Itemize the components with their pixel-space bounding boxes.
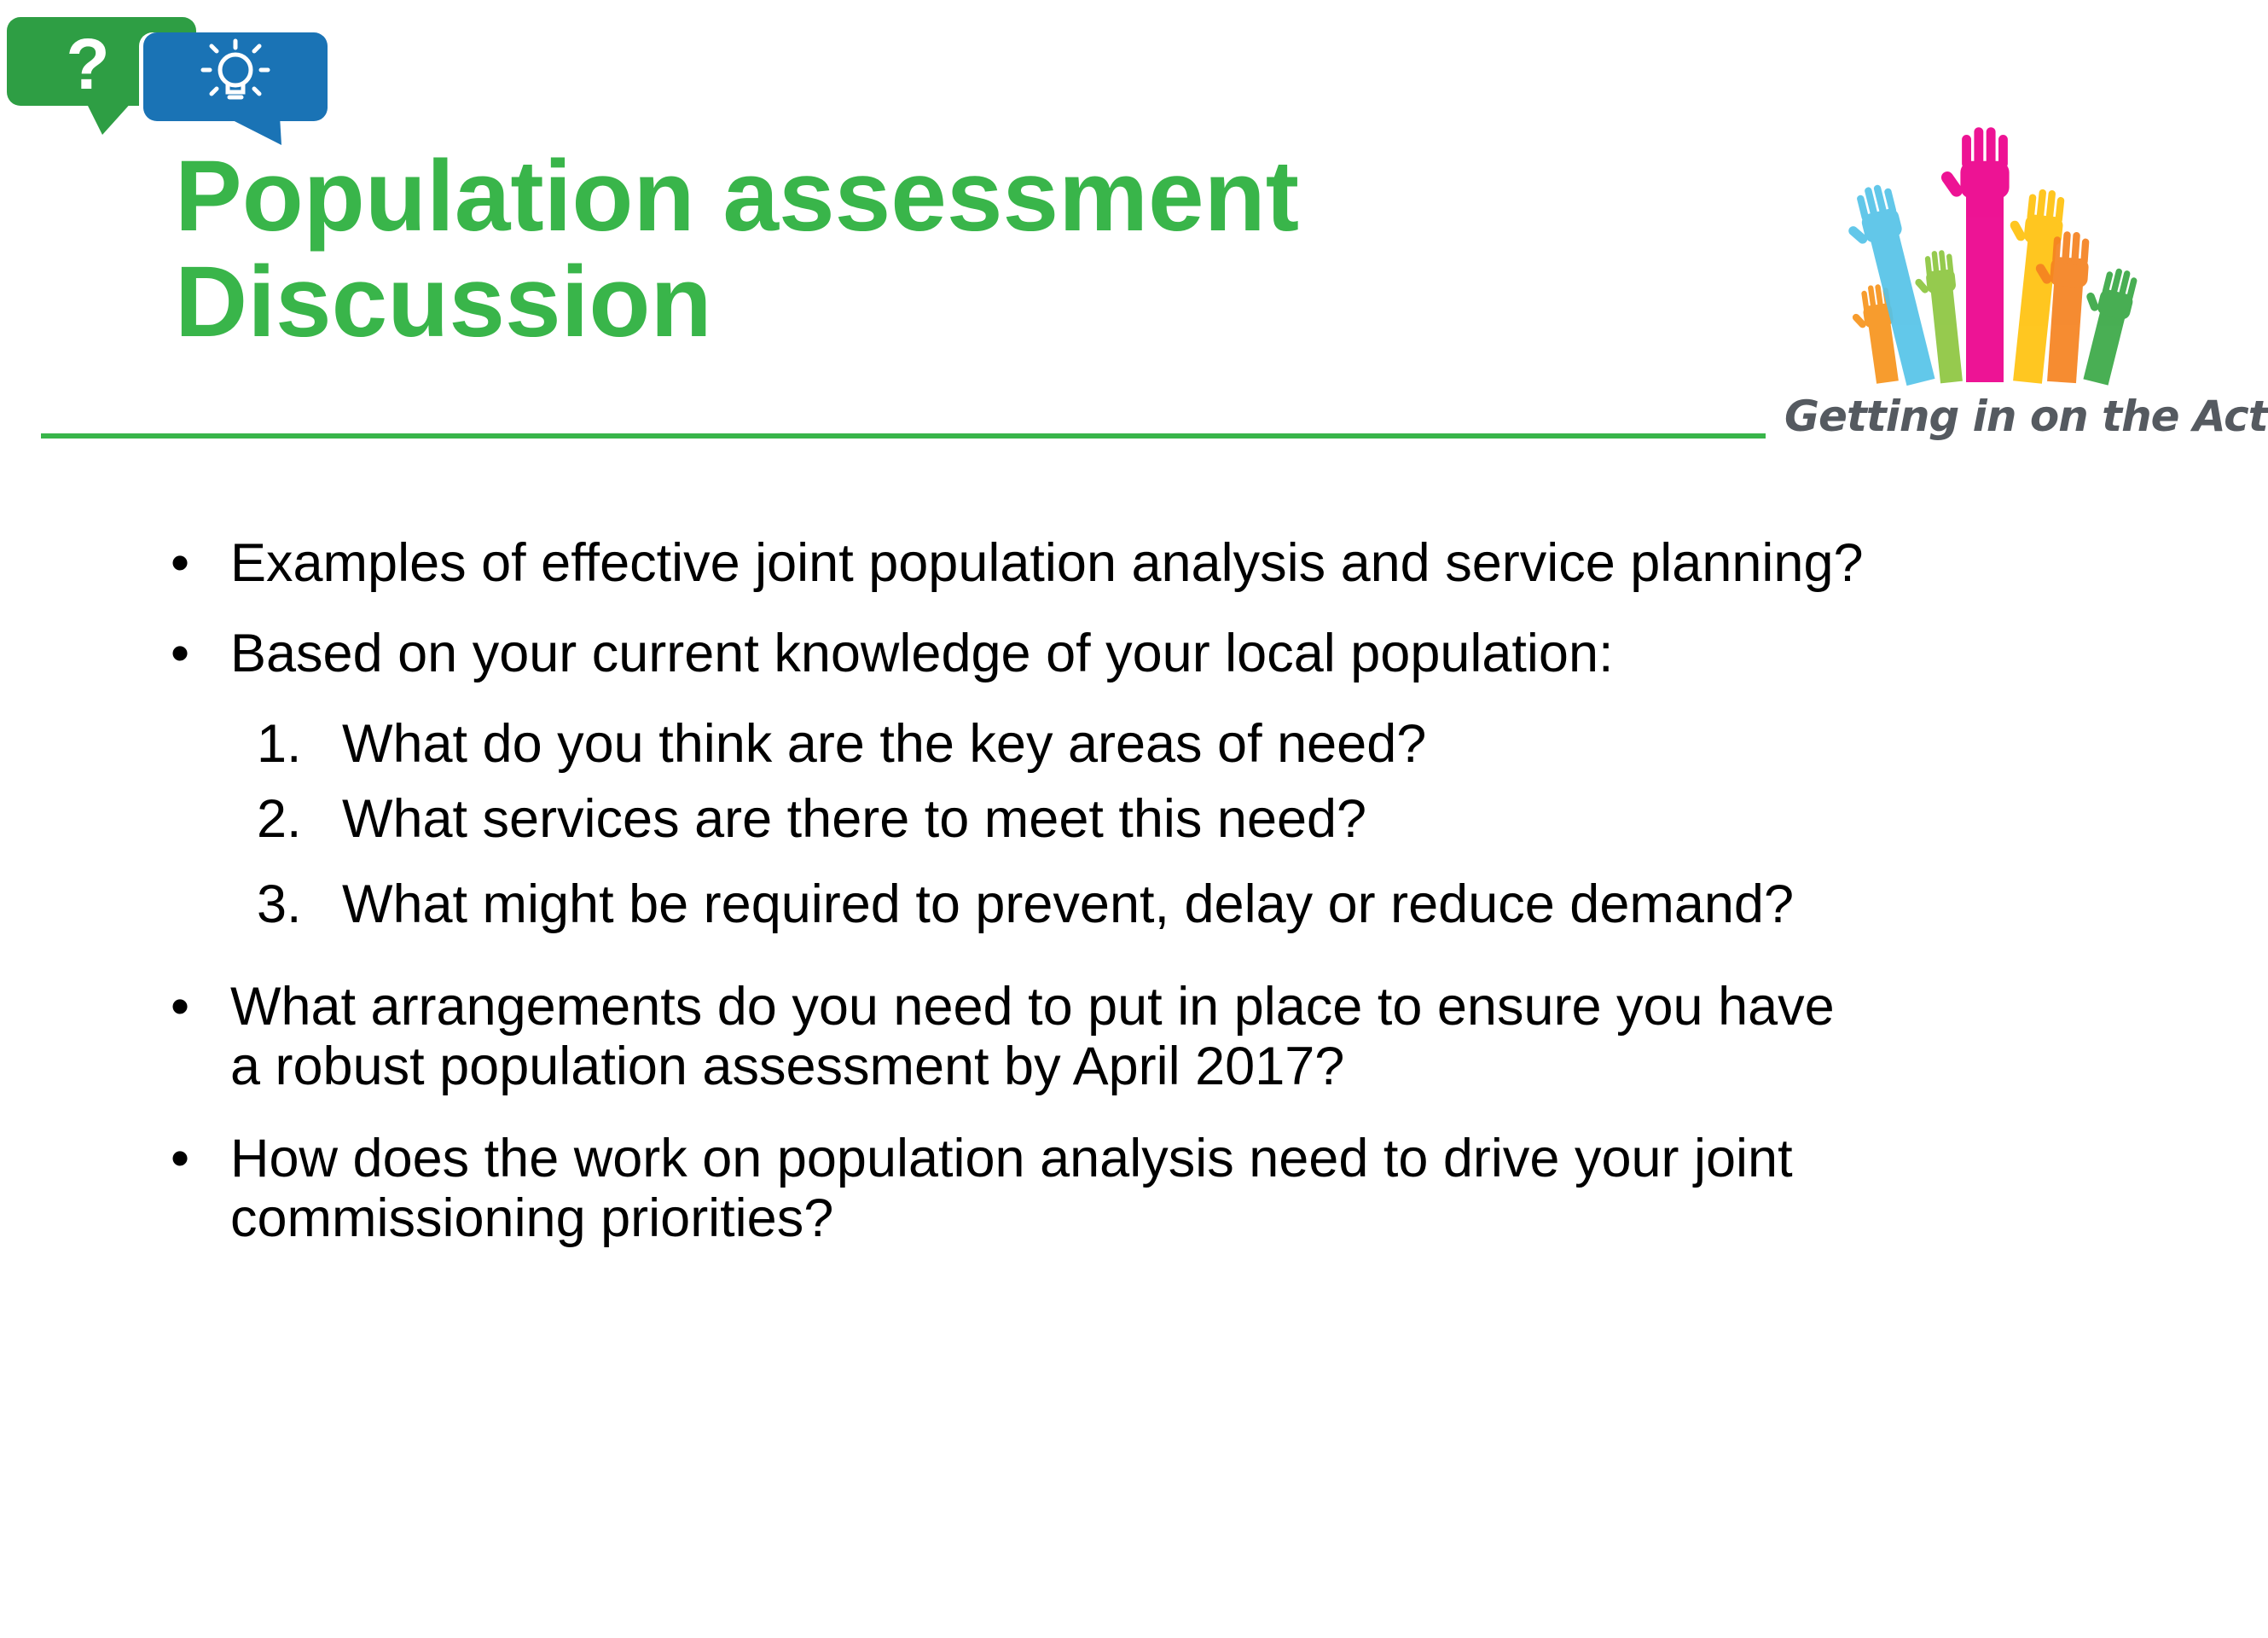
speech-bubbles-icon [7, 15, 335, 152]
lightbulb-bubble-icon [139, 32, 328, 145]
bullet-text-line-2: a robust population assessment by April 2017? [230, 1037, 1345, 1096]
item-number: 2. [257, 789, 302, 849]
title-line-2: Discussion [175, 246, 712, 358]
bullet-item [167, 1129, 1958, 1248]
logo-text: Getting in on the Act [1784, 392, 2268, 441]
bullet-marker: • [170, 624, 190, 683]
title-line-1: Population assessment [175, 140, 1300, 253]
svg-text:?: ? [66, 24, 110, 104]
bullet-marker: • [170, 533, 190, 593]
title-divider [41, 433, 1766, 439]
item-text: What might be required to prevent, delay or reduce demand? [342, 874, 1794, 934]
slide-title [175, 140, 1300, 358]
bullet-text: Based on your current knowledge of your local population: [230, 624, 1614, 683]
bullet-item [167, 624, 1958, 683]
item-text: What do you think are the key areas of need? [342, 714, 1427, 774]
numbered-item [167, 874, 1958, 934]
bullet-text-line-1: What arrangements do you need to put in place to ensure you have [230, 977, 1835, 1037]
numbered-item [167, 789, 1958, 849]
bullet-text-line-2: commissioning priorities? [230, 1188, 834, 1248]
bullet-text-line-1: How does the work on population analysis need to drive your joint [230, 1129, 1793, 1188]
discussion-content [167, 533, 1958, 1248]
item-number: 1. [257, 714, 302, 774]
getting-in-on-the-act-logo [1774, 126, 2268, 450]
bullet-marker: • [170, 977, 190, 1037]
bullet-text: Examples of effective joint population analysis and service planning? [230, 533, 1864, 593]
item-text: What services are there to meet this need? [342, 789, 1367, 849]
item-number: 3. [257, 874, 302, 934]
bullet-marker: • [170, 1129, 190, 1188]
numbered-item [167, 714, 1958, 774]
raised-hands-icon [1859, 126, 2166, 391]
bullet-item [167, 533, 1958, 593]
bullet-item [167, 977, 1958, 1096]
